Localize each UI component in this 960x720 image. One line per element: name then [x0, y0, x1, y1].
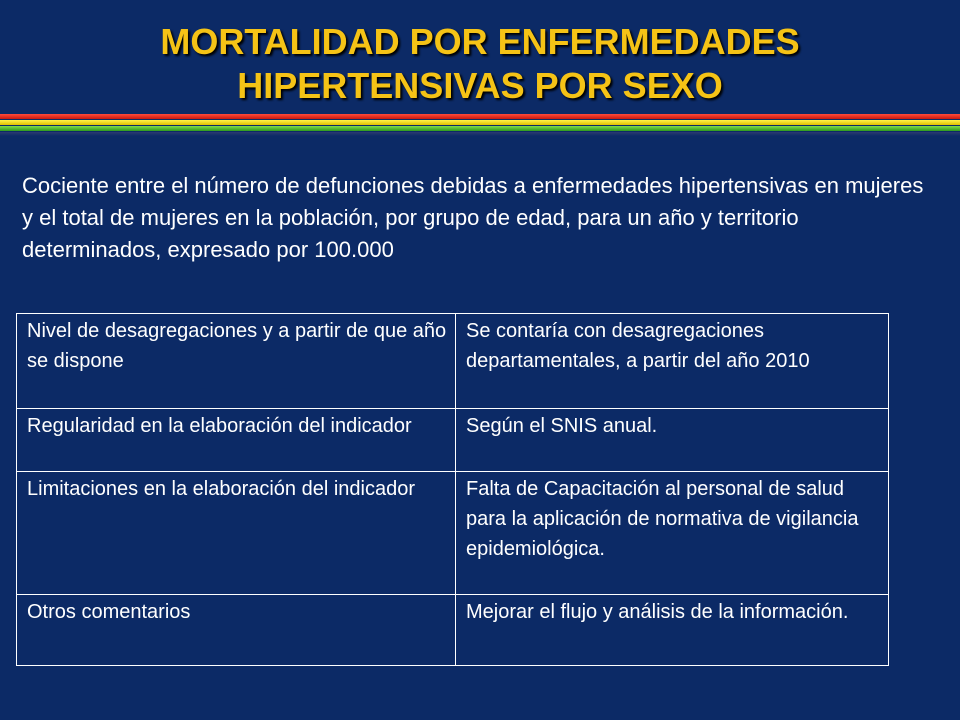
row-label-cell: Regularidad en la elaboración del indicador	[17, 409, 456, 472]
row-value-cell: Mejorar el flujo y análisis de la información.	[456, 595, 889, 666]
row-value-cell: Falta de Capacitación al personal de salud para la aplicación de normativa de vigilancia epidemiológica.	[456, 472, 889, 595]
table-row	[17, 595, 889, 666]
indicator-definition: Cociente entre el número de defunciones debidas a enfermedades hipertensivas en mujeres y el total de mujeres en la población, por grupo de edad, para un año y territorio determinados, expresado por 100.000	[22, 173, 924, 262]
title-line-1: MORTALIDAD POR ENFERMEDADES	[160, 21, 800, 62]
row-label-cell: Otros comentarios	[17, 595, 456, 666]
slide-title	[0, 20, 960, 108]
row-value-cell: Se contaría con desagregaciones departamentales, a partir del año 2010	[456, 314, 889, 409]
green-stripe	[0, 126, 960, 131]
row-value-cell: Según el SNIS anual.	[456, 409, 889, 472]
row-label-cell: Nivel de desagregaciones y a partir de que año se dispone	[17, 314, 456, 409]
table-row	[17, 472, 889, 595]
stripe-shadow	[0, 132, 960, 136]
row-label-cell: Limitaciones en la elaboración del indicador	[17, 472, 456, 595]
red-stripe	[0, 114, 960, 119]
title-line-2: HIPERTENSIVAS POR SEXO	[237, 65, 723, 106]
table-row	[17, 409, 889, 472]
indicator-info-table	[16, 313, 889, 666]
table-row	[17, 314, 889, 409]
yellow-stripe	[0, 120, 960, 125]
flag-stripes-divider	[0, 114, 960, 138]
